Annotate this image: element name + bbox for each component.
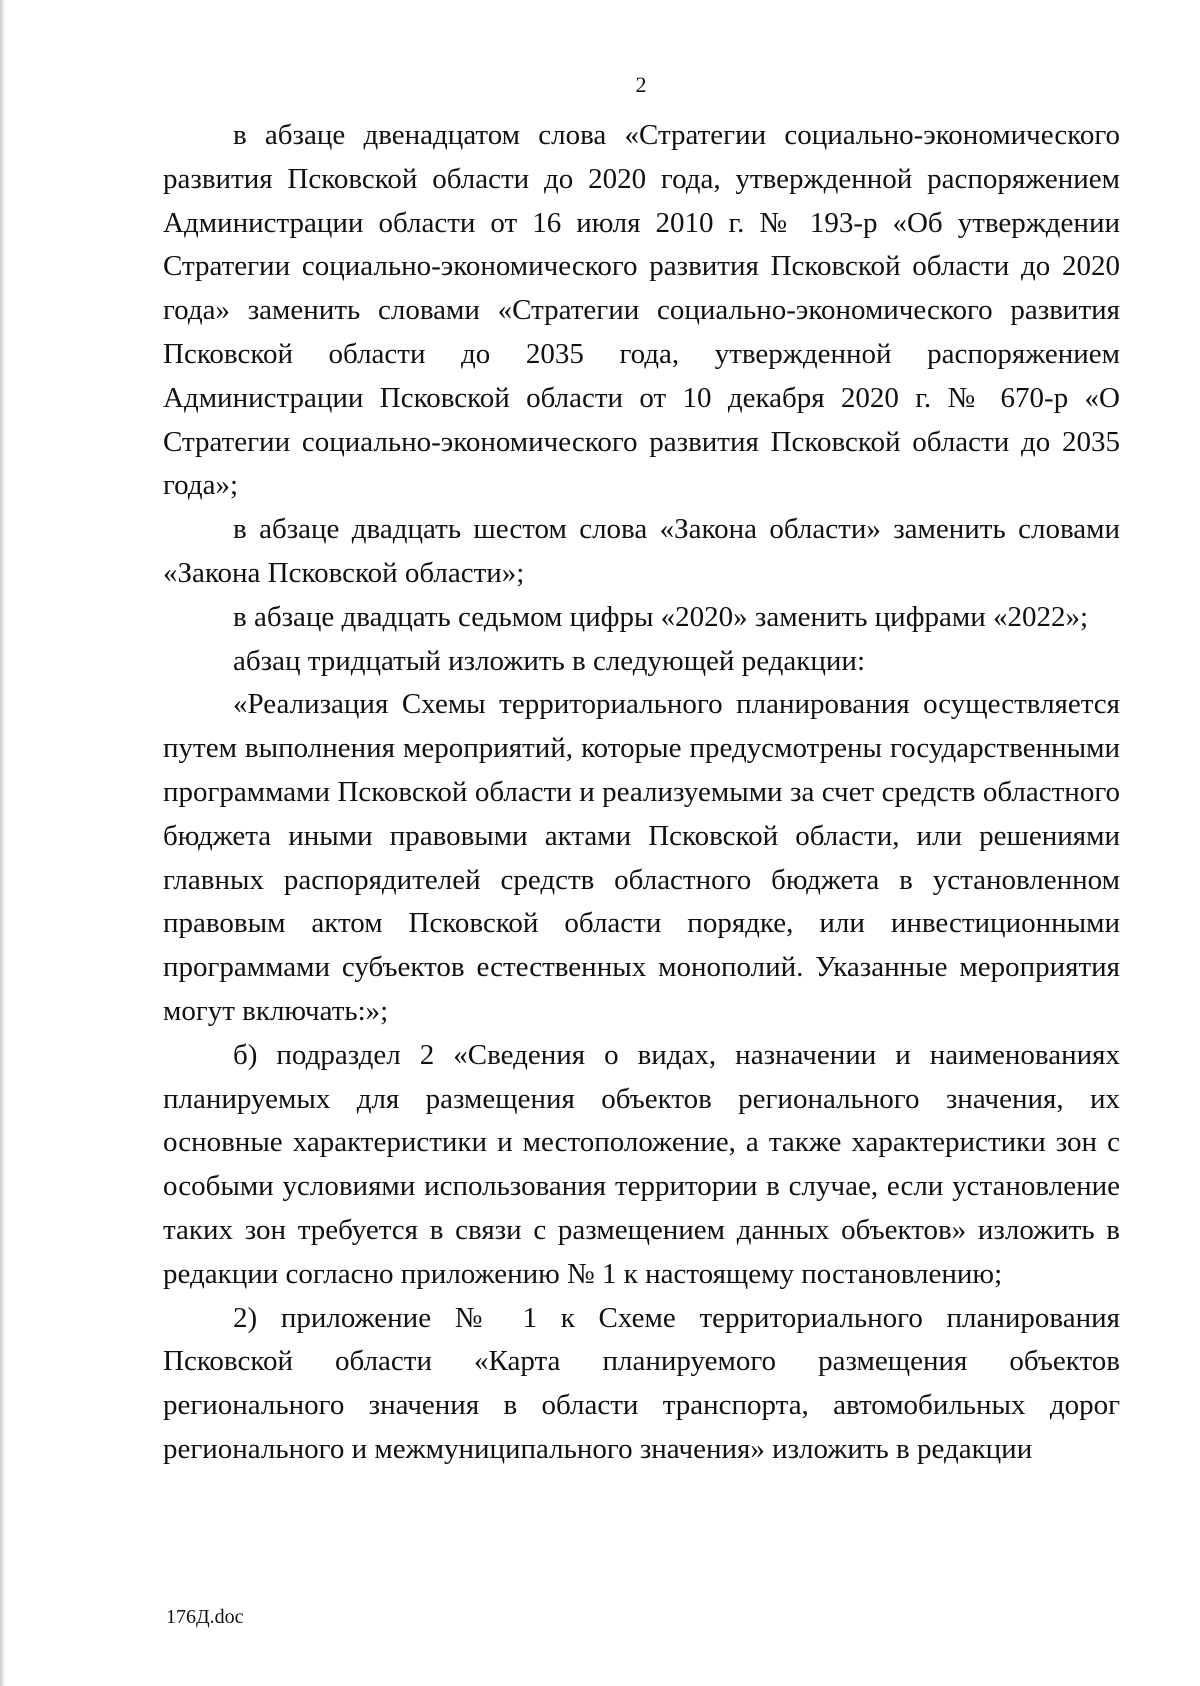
paragraph: в абзаце двадцать седьмом цифры «2020» заменить цифрами «2022»;: [233, 600, 1089, 633]
scan-edge: [0, 0, 6, 1686]
paragraph: 2) приложение № 1 к Схеме территориального планирования Псковской области «Карта планируемого размещения объектов регионального значения в области транспорта, автомобильных дорог регионального и межмуниципального значения» изложить в редакции: [163, 1301, 1120, 1465]
paragraph: абзац тридцатый изложить в следующей редакции:: [233, 644, 866, 677]
paragraph: в абзаце двадцать шестом слова «Закона области» заменить словами «Закона Псковской области»;: [163, 513, 1120, 589]
page-number: 2: [635, 72, 647, 97]
paragraph: «Реализация Схемы территориального планирования осуществляется путем выполнения мероприятий, которые предусмотрены государственными программами Псковской области и реализуемыми за счет средств областного бюджета иными правовыми актами Псковской области, или решениями главных распорядителей средств областного бюджета в установленном правовым актом Псковской области порядке, или инвестиционными программами субъектов естественных монополий. Указанные мероприятия могут включать:»;: [163, 688, 1120, 1027]
document-body: [163, 114, 1120, 1472]
footer-filename: 176Д.doc: [166, 1606, 244, 1628]
paragraph: б) подраздел 2 «Сведения о видах, назначении и наименованиях планируемых для размещения объектов регионального значения, их основные характеристики и местоположение, а также характеристики зон с особыми условиями использования территории в случае, если установление таких зон требуется в связи с размещением данных объектов» изложить в редакции согласно приложению № 1 к настоящему постановлению;: [163, 1038, 1120, 1290]
paragraph: в абзаце двенадцатом слова «Стратегии социально-экономического развития Псковской области до 2020 года, утвержденной распоряжением Администрации области от 16 июля 2010 г. № 193-р «Об утверждении Стратегии социально-экономического развития Псковской области до 2020 года» заменить словами «Стратегии социально-экономического развития Псковской области до 2035 года, утвержденной распоряжением Администрации Псковской области от 10 декабря 2020 г. № 670-р «О Стратегии социально-экономического развития Псковской области до 2035 года»;: [163, 119, 1120, 502]
